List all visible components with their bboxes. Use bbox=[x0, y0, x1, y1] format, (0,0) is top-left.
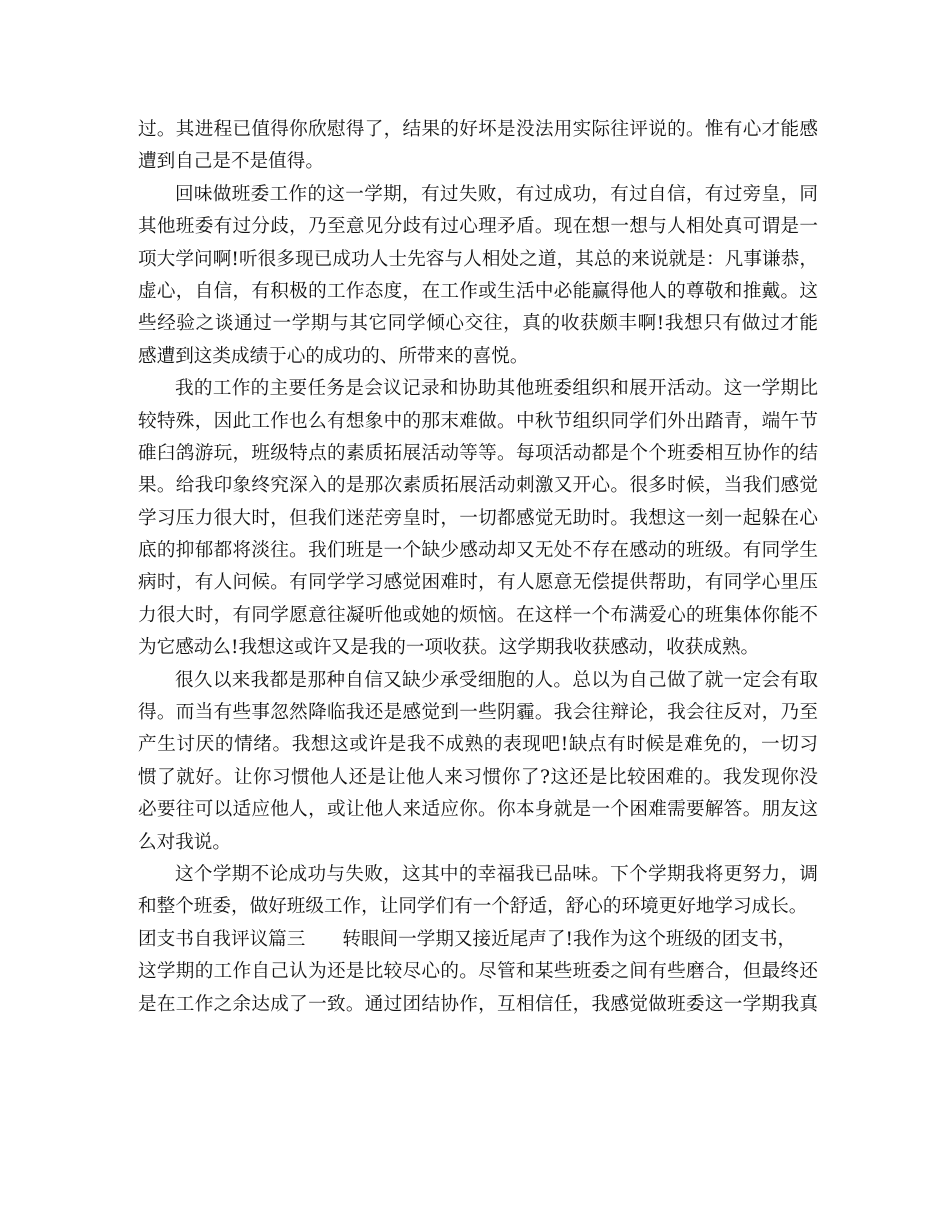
text-line: 项大学问啊!听很多现已成功人士先容与人相处之道，其总的来说就是：凡事谦恭， bbox=[138, 248, 818, 270]
text-line: 力很大时，有同学愿意往凝听他或她的烦恼。在这样一个布满爱心的班集体你能不 bbox=[138, 604, 818, 626]
text-line: 是在工作之余达成了一致。通过团结协作，互相信任，我感觉做班委这一学期我真 bbox=[138, 993, 818, 1015]
text-line: 感遭到这类成绩于心的成功的、所带来的喜悦。 bbox=[138, 345, 529, 367]
paragraph bbox=[138, 924, 818, 1021]
text-line: 些经验之谈通过一学期与其它同学倾心交往，真的收获颇丰啊!我想只有做过才能 bbox=[138, 313, 818, 335]
paragraph bbox=[138, 373, 818, 665]
text-line: 果。给我印象终究深入的是那次素质拓展活动刺激又开心。很多时候，当我们感觉 bbox=[138, 475, 818, 497]
text-line: 底的抑郁都将淡往。我们班是一个缺少感动却又无处不存在感动的班级。有同学生 bbox=[138, 540, 818, 562]
text-line: 回味做班委工作的这一学期，有过失败，有过成功，有过自信，有过旁皇，同 bbox=[175, 183, 818, 205]
section-heading: 团支书自我评议篇三 bbox=[138, 928, 306, 950]
text-line: 这个学期不论成功与失败，这其中的幸福我已品味。下个学期我将更努力，调 bbox=[175, 863, 818, 885]
text-line: 得。而当有些事忽然降临我还是感觉到一些阴霾。我会往辩论，我会往反对，乃至 bbox=[138, 702, 818, 724]
text-line: 这学期的工作自己认为还是比较尽心的。尽管和某些班委之间有些磨合，但最终还 bbox=[138, 961, 818, 983]
paragraph bbox=[138, 665, 818, 859]
text-line: 转眼间一学期又接近尾声了!我作为这个班级的团支书， bbox=[342, 928, 797, 950]
text-line: 么对我说。 bbox=[138, 831, 231, 853]
text-line: 为它感动么!我想这或许又是我的一项收获。这学期我收获感动，收获成熟。 bbox=[138, 637, 760, 659]
text-line: 和整个班委，做好班级工作，让同学们有一个舒适，舒心的环境更好地学习成长。 bbox=[138, 896, 808, 918]
document-body bbox=[138, 114, 818, 1021]
heading-line bbox=[138, 924, 818, 956]
text-line: 必要往可以适应他人，或让他人来适应你。你本身就是一个困难需要解答。朋友这 bbox=[138, 799, 818, 821]
text-line: 惯了就好。让你习惯他人还是让他人来习惯你了?这还是比较困难的。我发现你没 bbox=[138, 766, 818, 788]
text-line: 碓臼鸽游玩，班级特点的素质拓展活动等等。每项活动都是个个班委相互协作的结 bbox=[138, 442, 818, 464]
text-line: 虚心，自信，有积极的工作态度，在工作或生活中必能赢得他人的尊敬和推戴。这 bbox=[138, 280, 818, 302]
text-line: 我的工作的主要任务是会议记录和协助其他班委组织和展开活动。这一学期比 bbox=[175, 378, 818, 400]
text-line: 遭到自己是不是值得。 bbox=[138, 151, 324, 173]
paragraph bbox=[138, 859, 818, 924]
text-line: 其他班委有过分歧，乃至意见分歧有过心理矛盾。现在想一想与人相处真可谓是一 bbox=[138, 216, 818, 238]
text-line: 学习压力很大时，但我们迷茫旁皇时，一切都感觉无助时。我想这一刻一起躲在心 bbox=[138, 507, 818, 529]
paragraph bbox=[138, 179, 818, 373]
text-line: 病时，有人问候。有同学学习感觉困难时，有人愿意无偿提供帮助，有同学心里压 bbox=[138, 572, 818, 594]
text-line: 产生讨厌的情绪。我想这或许是我不成熟的表现吧!缺点有时候是难免的，一切习 bbox=[138, 734, 818, 756]
text-line: 很久以来我都是那种自信又缺少承受细胞的人。总以为自己做了就一定会有取 bbox=[175, 669, 818, 691]
paragraph bbox=[138, 114, 818, 179]
text-line: 过。其进程已值得你欣慰得了，结果的好坏是没法用实际往评说的。惟有心才能感 bbox=[138, 119, 818, 140]
text-line: 较特殊，因此工作也么有想象中的那末难做。中秋节组织同学们外出踏青，端午节 bbox=[138, 410, 818, 432]
